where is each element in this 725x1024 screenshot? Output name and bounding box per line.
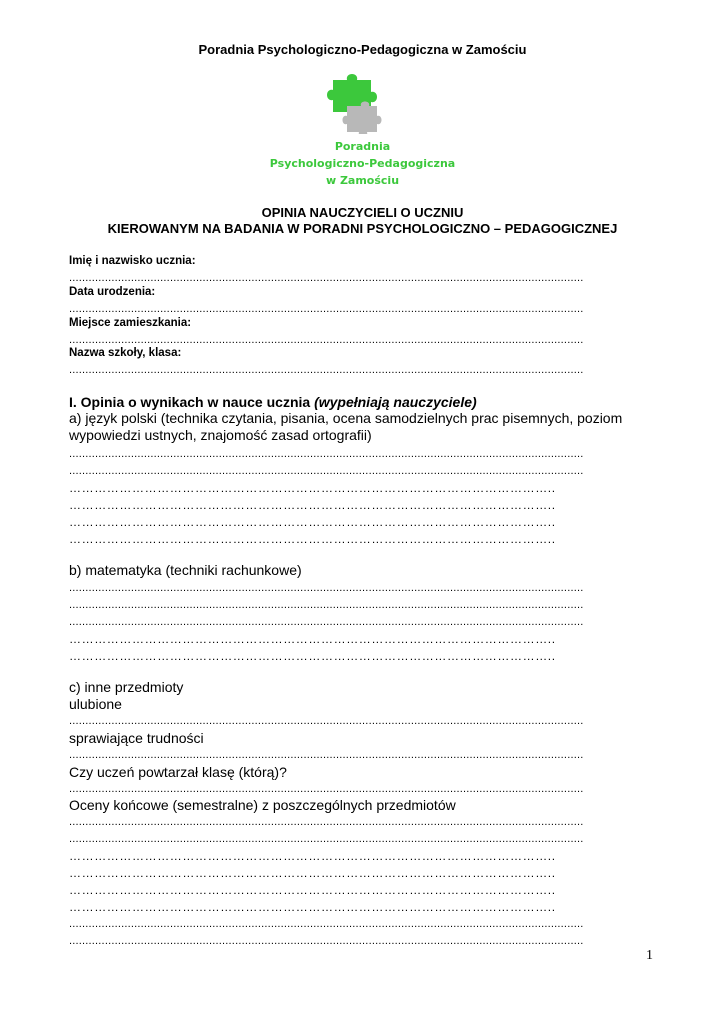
title-line-2: KIEROWANYM NA BADANIA W PORADNI PSYCHOLOGICZNO – PEDAGOGICZNEJ [107, 221, 618, 236]
title-line-1: OPINIA NAUCZYCIELI O UCZNIU [261, 205, 464, 220]
polish-field-1[interactable]: .............................................................................................................................................................. [69, 448, 584, 460]
section1-heading-text: I. Opinia o wynikach w nauce ucznia [69, 394, 311, 410]
document-title [0, 205, 725, 237]
birth-field[interactable]: .............................................................................................................................................................. [69, 303, 584, 315]
school-label: Nazwa szkoły, klasa: [69, 347, 182, 359]
polish-field-6[interactable]: …………………………………………………………………………………………………….. [69, 532, 556, 546]
logo-line-2: Psychologiczno-Pedagogiczna [269, 157, 456, 170]
math-text: b) matematyka (techniki rachunkowe) [69, 562, 302, 578]
favorite-field[interactable]: .............................................................................................................................................................. [69, 715, 584, 727]
puzzle-icon [325, 70, 383, 134]
math-field-4[interactable]: …………………………………………………………………………………………………….. [69, 632, 556, 646]
grades-field-1[interactable]: .............................................................................................................................................................. [69, 816, 584, 828]
math-field-5[interactable]: …………………………………………………………………………………………………….. [69, 649, 556, 663]
grades-field-4[interactable]: …………………………………………………………………………………………………….. [69, 866, 556, 880]
section1-heading [69, 394, 655, 410]
math-field-1[interactable]: .............................................................................................................................................................. [69, 582, 584, 594]
logo-line-1: Poradnia [334, 140, 391, 153]
grades-field-3[interactable]: …………………………………………………………………………………………………….. [69, 849, 556, 863]
math-field-3[interactable]: .............................................................................................................................................................. [69, 616, 584, 628]
difficult-field[interactable]: .............................................................................................................................................................. [69, 749, 584, 761]
birth-label: Data urodzenia: [69, 286, 156, 298]
polish-field-4[interactable]: …………………………………………………………………………………………………….. [69, 498, 556, 512]
repeat-question: Czy uczeń powtarzał klasę (którą)? [69, 764, 287, 780]
name-label: Imię i nazwisko ucznia: [69, 255, 196, 267]
grades-field-6[interactable]: …………………………………………………………………………………………………….. [69, 900, 556, 914]
polish-field-2[interactable]: .............................................................................................................................................................. [69, 465, 584, 477]
page-number: 1 [646, 948, 653, 963]
grades-label: Oceny końcowe (semestralne) z poszczególnych przedmiotów [69, 797, 456, 813]
logo-text [0, 138, 725, 189]
name-field[interactable]: .............................................................................................................................................................. [69, 272, 584, 284]
school-field[interactable]: .............................................................................................................................................................. [69, 364, 584, 376]
math-field-2[interactable]: .............................................................................................................................................................. [69, 599, 584, 611]
difficult-label: sprawiające trudności [69, 730, 204, 746]
polish-field-3[interactable]: …………………………………………………………………………………………………….. [69, 481, 556, 495]
grades-field-5[interactable]: …………………………………………………………………………………………………….. [69, 883, 556, 897]
repeat-field[interactable]: .............................................................................................................................................................. [69, 783, 584, 795]
section1-heading-note: (wypełniają nauczyciele) [314, 394, 477, 410]
polish-field-5[interactable]: …………………………………………………………………………………………………….. [69, 515, 556, 529]
grades-field-8[interactable]: .............................................................................................................................................................. [69, 935, 584, 947]
grades-field-2[interactable]: .............................................................................................................................................................. [69, 833, 584, 845]
logo-line-3: w Zamościu [325, 174, 400, 187]
residence-field[interactable]: .............................................................................................................................................................. [69, 334, 584, 346]
polish-text: a) język polski (technika czytania, pisania, ocena samodzielnych prac pisemnych, poziom wypowiedzi ustnych, znajomość zasad ortografii) [69, 410, 623, 443]
other-subjects-text: c) inne przedmioty [69, 679, 184, 695]
favorite-label: ulubione [69, 696, 122, 712]
institution-header: Poradnia Psychologiczno-Pedagogiczna w Zamościu [198, 42, 527, 57]
grades-field-7[interactable]: .............................................................................................................................................................. [69, 918, 584, 930]
residence-label: Miejsce zamieszkania: [69, 317, 192, 329]
